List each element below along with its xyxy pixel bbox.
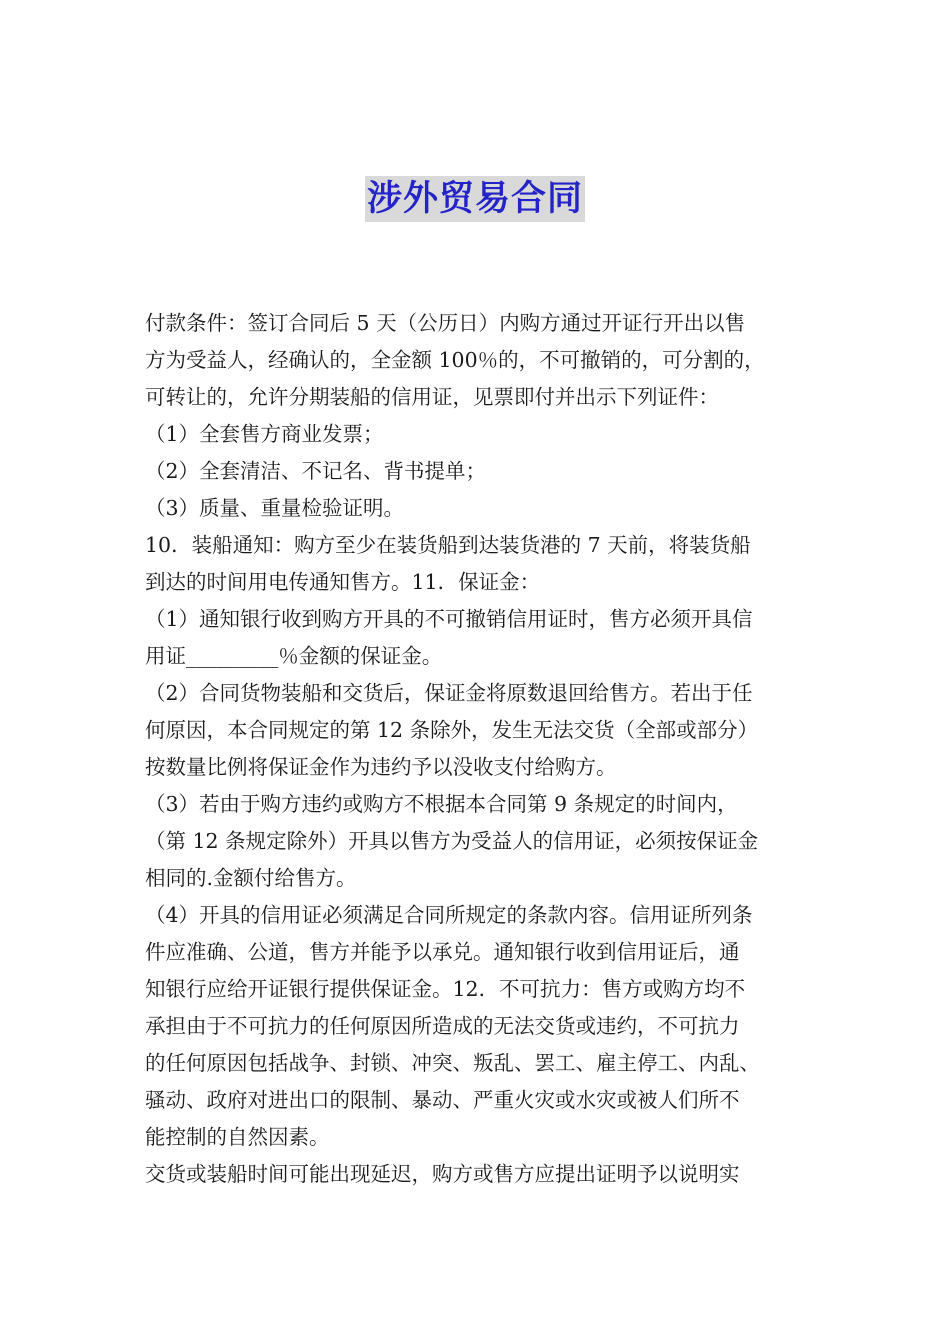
text-line: 10．装船通知：购方至少在装货船到达装货港的 7 天前，将装货船 [145, 533, 751, 557]
text-line: （4）开具的信用证必须满足合同所规定的条款内容。信用证所列条 [145, 903, 753, 927]
text-line: （3）质量、重量检验证明。 [145, 496, 405, 520]
text-line: 件应准确、公道，售方并能予以承兑。通知银行收到信用证后，通 [145, 940, 740, 964]
text-line: （2）合同货物装船和交货后，保证金将原数退回给售方。若出于任 [145, 681, 753, 705]
contract-body [145, 305, 830, 1193]
text-line: （2）全套清洁、不记名、背书提单； [145, 459, 487, 483]
text-line: 何原因，本合同规定的第 12 条除外，发生无法交货（全部或部分） [145, 718, 759, 742]
text-line: （第 12 条规定除外）开具以售方为受益人的信用证，必须按保证金 [145, 829, 759, 853]
text-line: 知银行应给开证银行提供保证金。12．不可抗力：售方或购方均不 [145, 977, 746, 1001]
text-line: （3）若由于购方违约或购方不根据本合同第 9 条规定的时间内， [145, 792, 738, 816]
text-line: 方为受益人，经确认的，全金额 100％的，不可撤销的，可分割的， [145, 348, 765, 372]
text-line: （1）通知银行收到购方开具的不可撤销信用证时，售方必须开具信 [145, 607, 753, 631]
text-line: 付款条件：签订合同后 5 天（公历日）内购方通过开证行开出以售 [145, 311, 746, 335]
text-line: 的任何原因包括战争、封锁、冲突、叛乱、罢工、雇主停工、内乱、 [145, 1051, 760, 1075]
text-line: 能控制的自然因素。 [145, 1125, 330, 1149]
text-line: 交货或装船时间可能出现延迟，购方或售方应提出证明予以说明实 [145, 1162, 740, 1186]
document-title: 涉外贸易合同 [365, 176, 585, 222]
text-line: 可转让的，允许分期装船的信用证，见票即付并出示下列证件： [145, 385, 719, 409]
text-line: 用证_________％金额的保证金。 [145, 644, 443, 668]
title-container [0, 176, 950, 222]
text-line: （1）全套售方商业发票； [145, 422, 384, 446]
text-line: 骚动、政府对进出口的限制、暴动、严重火灾或水灾或被人们所不 [145, 1088, 740, 1112]
text-line: 承担由于不可抗力的任何原因所造成的无法交货或违约，不可抗力 [145, 1014, 740, 1038]
text-line: 相同的.金额付给售方。 [145, 866, 357, 890]
text-line: 按数量比例将保证金作为违约予以没收支付给购方。 [145, 755, 617, 779]
text-line: 到达的时间用电传通知售方。11．保证金： [145, 570, 541, 594]
